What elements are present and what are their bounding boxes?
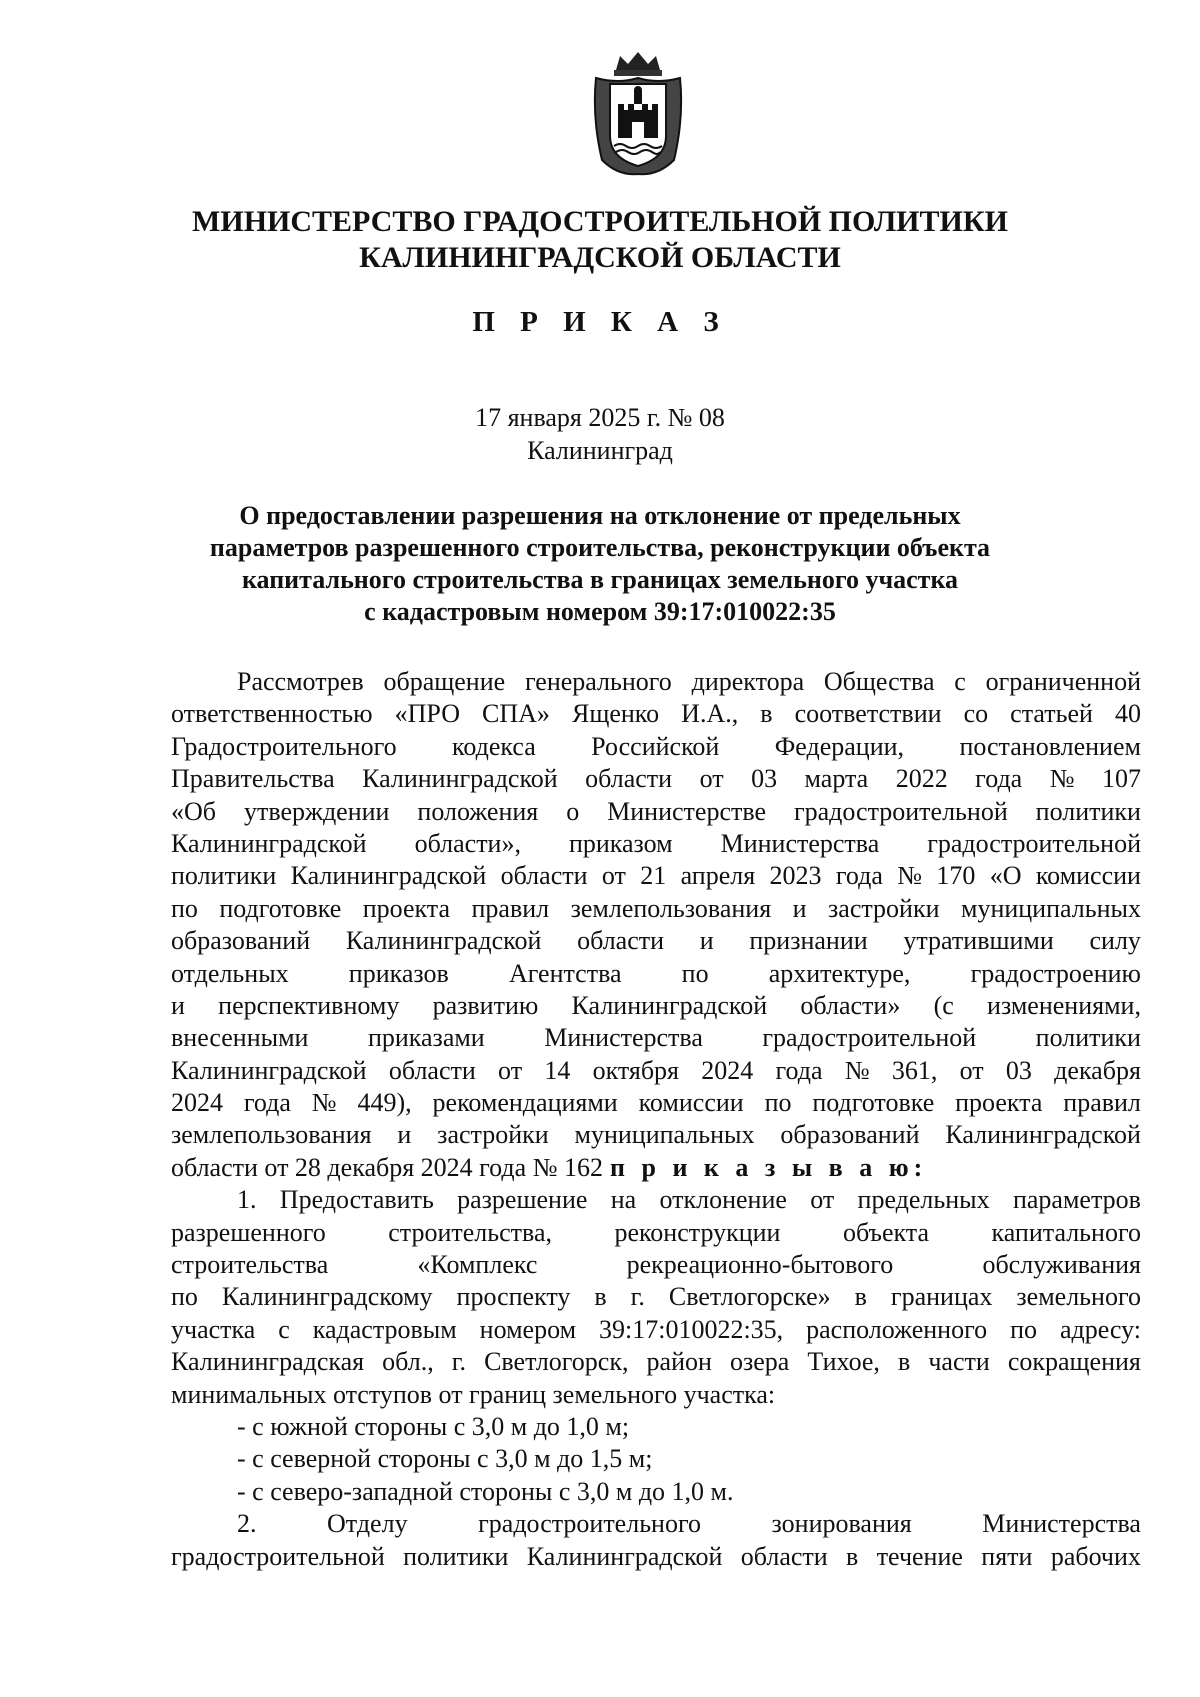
word: октября bbox=[592, 1055, 680, 1085]
word: градостроительной bbox=[793, 796, 1008, 826]
word: по bbox=[171, 893, 198, 923]
word: правил bbox=[471, 893, 550, 923]
ministry-title-line: МИНИСТЕРСТВО ГРАДОСТРОИТЕЛЬНОЙ ПОЛИТИКИ bbox=[192, 205, 1008, 238]
ministry-title-line: КАЛИНИНГРАДСКОЙ ОБЛАСТИ bbox=[359, 241, 841, 274]
order-subject bbox=[0, 500, 1200, 628]
word: муниципальных bbox=[960, 893, 1141, 923]
word: 03 bbox=[751, 764, 778, 794]
word: течение bbox=[876, 1541, 963, 1571]
word: строительства bbox=[171, 1250, 329, 1280]
word: 40 bbox=[1114, 699, 1141, 729]
word: правил bbox=[1063, 1088, 1141, 1118]
word: землепользования bbox=[570, 893, 772, 923]
word: Ященко bbox=[571, 699, 660, 729]
word: подготовке bbox=[812, 1088, 935, 1118]
word: и bbox=[171, 990, 185, 1020]
word: застройки bbox=[437, 1120, 549, 1150]
word: образований bbox=[171, 926, 311, 956]
sub-item bbox=[171, 1443, 1141, 1475]
preamble-paragraph bbox=[171, 666, 1141, 1152]
order-word: п р и к а з ы в а ю: bbox=[610, 1152, 928, 1182]
word: Правительства bbox=[171, 764, 335, 794]
word: утратившими bbox=[903, 926, 1054, 956]
word: Министерства bbox=[544, 1023, 703, 1053]
word: политики bbox=[171, 861, 277, 891]
justified-line bbox=[171, 1087, 1141, 1119]
word: от bbox=[959, 1055, 984, 1085]
word: с bbox=[954, 667, 966, 696]
word: капитального bbox=[991, 1217, 1141, 1247]
word: Российской bbox=[591, 731, 720, 761]
justified-line bbox=[171, 1022, 1141, 1054]
order-city: Калининград bbox=[527, 436, 673, 465]
word: декабря bbox=[1054, 1055, 1141, 1085]
justified-line bbox=[171, 1281, 1141, 1313]
word: по bbox=[1010, 1314, 1037, 1344]
word: № bbox=[844, 1055, 870, 1085]
word: рекомендациями bbox=[432, 1088, 618, 1118]
word: кадастровым bbox=[312, 1314, 457, 1344]
word: сокращения bbox=[1007, 1347, 1141, 1377]
word: года bbox=[835, 861, 883, 891]
word: расположенного bbox=[806, 1314, 988, 1344]
word: Калининградской bbox=[945, 1120, 1141, 1150]
sub-item-text: - с северной стороны с 3,0 м до 1,5 м; bbox=[237, 1444, 653, 1474]
word: области», bbox=[414, 828, 521, 858]
word: Агентства bbox=[508, 958, 622, 988]
word: застройки bbox=[828, 893, 940, 923]
word: генерального bbox=[524, 667, 672, 696]
subject-line: капитального строительства в границах земельного участка bbox=[241, 565, 959, 594]
word: Отделу bbox=[327, 1509, 408, 1539]
word: «ПРО bbox=[394, 699, 460, 729]
word: рабочих bbox=[1050, 1541, 1141, 1571]
word: № bbox=[1049, 764, 1075, 794]
word: образований bbox=[780, 1120, 920, 1150]
word: 2022 bbox=[895, 764, 948, 794]
word: кодекса bbox=[452, 731, 536, 761]
word: Градостроительного bbox=[171, 731, 397, 761]
word: развитию bbox=[432, 990, 539, 1020]
word: марта bbox=[804, 764, 869, 794]
subject-line: О предоставлении разрешения на отклонение от предельных bbox=[239, 501, 961, 530]
word: признании bbox=[749, 926, 868, 956]
word: от bbox=[810, 1185, 835, 1215]
word: года bbox=[775, 1055, 823, 1085]
word: 361, bbox=[891, 1055, 938, 1085]
word: Калининградской bbox=[362, 764, 558, 794]
word: обслуживания bbox=[982, 1250, 1141, 1280]
word: Калининградской bbox=[571, 990, 768, 1020]
word: озера bbox=[729, 1347, 790, 1377]
word: в bbox=[594, 1282, 607, 1312]
word: отклонение bbox=[659, 1185, 787, 1215]
word: положения bbox=[417, 796, 539, 826]
word: 03 bbox=[1005, 1055, 1032, 1085]
justified-line bbox=[171, 1541, 1141, 1573]
word: Калининградской bbox=[345, 926, 542, 956]
word: по bbox=[681, 958, 709, 988]
word: номером bbox=[479, 1314, 577, 1344]
word: соответствии bbox=[794, 699, 942, 729]
justified-line bbox=[171, 893, 1141, 925]
sub-item-text: - с северо-западной стороны с 3,0 м до 1,0 м. bbox=[237, 1476, 734, 1506]
word: пяти bbox=[981, 1541, 1033, 1571]
subject-line: с кадастровым номером 39:17:010022:35 bbox=[364, 597, 836, 626]
word: проекта bbox=[362, 893, 451, 923]
word: землепользования bbox=[171, 1120, 372, 1150]
justified-line bbox=[171, 1184, 1141, 1216]
order-body bbox=[171, 666, 1141, 1573]
subject-line: параметров разрешенного строительства, реконструкции объекта bbox=[209, 533, 991, 562]
word: 2024 bbox=[171, 1088, 223, 1118]
kaliningrad-coat-of-arms-icon bbox=[588, 48, 688, 178]
item-2-paragraph bbox=[171, 1508, 1141, 1573]
word: Калининградской bbox=[171, 1055, 367, 1085]
word: в bbox=[897, 1347, 911, 1377]
preamble-last-line bbox=[171, 1152, 1141, 1184]
justified-line bbox=[171, 1119, 1141, 1151]
word: предельных bbox=[857, 1185, 990, 1215]
word: Светлогорск, bbox=[484, 1347, 629, 1377]
word: район bbox=[646, 1347, 712, 1377]
word: перспективному bbox=[218, 990, 400, 1020]
word: обращение bbox=[383, 667, 506, 696]
word: 21 bbox=[640, 861, 667, 891]
word: внесенными bbox=[171, 1023, 309, 1053]
item-1-paragraph bbox=[171, 1184, 1141, 1378]
word: Предоставить bbox=[279, 1185, 434, 1215]
word: зонирования bbox=[771, 1509, 912, 1539]
word: «О bbox=[989, 861, 1022, 891]
document-type: П Р И К А З bbox=[472, 306, 728, 338]
justified-line bbox=[171, 1055, 1141, 1087]
justified-line bbox=[171, 925, 1141, 957]
word: области bbox=[585, 764, 673, 794]
word: «Комплекс bbox=[417, 1250, 538, 1280]
word: по bbox=[764, 1088, 792, 1118]
word: градостроительного bbox=[478, 1509, 701, 1539]
justified-line bbox=[171, 958, 1141, 990]
word: и bbox=[792, 893, 807, 923]
word: градостроению bbox=[970, 958, 1141, 988]
word: о bbox=[566, 796, 580, 826]
word: директора bbox=[691, 667, 805, 696]
word: отдельных bbox=[171, 958, 289, 988]
word: 107 bbox=[1101, 764, 1141, 794]
word: с bbox=[278, 1314, 290, 1344]
word: Калининградской bbox=[171, 828, 367, 858]
sub-item bbox=[171, 1476, 1141, 1508]
word: «Об bbox=[171, 796, 217, 826]
word: реконструкции bbox=[614, 1217, 781, 1247]
word: границах bbox=[890, 1282, 993, 1312]
word: градостроительной bbox=[927, 828, 1141, 858]
word: Калининградскому bbox=[221, 1282, 433, 1312]
word: ответственностью bbox=[171, 699, 373, 729]
word: утверждении bbox=[243, 796, 390, 826]
word: проекта bbox=[955, 1088, 1043, 1118]
word: (с bbox=[933, 990, 954, 1020]
word: Министерстве bbox=[607, 796, 767, 826]
word: 2023 bbox=[769, 861, 822, 891]
word: в bbox=[854, 1282, 867, 1312]
sub-item-text: - с южной стороны с 3,0 м до 1,0 м; bbox=[237, 1411, 630, 1441]
word: 39:17:010022:35, bbox=[599, 1314, 784, 1344]
word: И.А., bbox=[681, 699, 739, 729]
word: Министерства bbox=[982, 1509, 1141, 1539]
justified-line bbox=[171, 731, 1141, 763]
word: Тихое, bbox=[807, 1347, 880, 1377]
word: области bbox=[500, 861, 588, 891]
word: Федерации, bbox=[774, 731, 905, 761]
justified-line bbox=[171, 763, 1141, 795]
word: Калининградская bbox=[171, 1347, 365, 1377]
justified-line bbox=[171, 666, 1141, 698]
word: силу bbox=[1089, 926, 1141, 956]
word: строительства, bbox=[388, 1217, 552, 1247]
word: постановлением bbox=[959, 731, 1141, 761]
word: участка bbox=[171, 1314, 256, 1344]
justified-line bbox=[171, 1508, 1141, 1540]
word: и bbox=[699, 926, 714, 956]
word: Рассмотрев bbox=[237, 667, 364, 696]
word: Калининградской bbox=[526, 1541, 723, 1571]
word: комиссии bbox=[638, 1088, 744, 1118]
word: области» bbox=[800, 990, 901, 1020]
word: 170 bbox=[936, 861, 976, 891]
word: г. bbox=[451, 1347, 467, 1377]
word: апреля bbox=[680, 861, 756, 891]
word: комиссии bbox=[1035, 861, 1141, 891]
word: на bbox=[610, 1185, 637, 1215]
word: Калининградской bbox=[290, 861, 487, 891]
word: 2024 bbox=[701, 1055, 754, 1085]
word: в bbox=[760, 699, 773, 729]
word: параметров bbox=[1012, 1185, 1141, 1215]
word: со bbox=[963, 699, 989, 729]
word: по bbox=[171, 1282, 198, 1312]
word: области bbox=[388, 1055, 476, 1085]
word: 1. bbox=[237, 1185, 257, 1215]
word: статьей bbox=[1010, 699, 1093, 729]
word: ограниченной bbox=[985, 667, 1141, 696]
word: 2. bbox=[237, 1509, 257, 1539]
word: разрешение bbox=[457, 1185, 588, 1215]
word: от bbox=[498, 1055, 523, 1085]
word: Общества bbox=[823, 667, 935, 696]
word: 449), bbox=[357, 1088, 412, 1118]
word: подготовке bbox=[219, 893, 342, 923]
word: градостроительной bbox=[762, 1023, 977, 1053]
word: приказов bbox=[348, 958, 449, 988]
order-date-number: 17 января 2025 г. № 08 bbox=[475, 403, 725, 432]
word: разрешенного bbox=[171, 1217, 326, 1247]
preamble-last-text: области от 28 декабря 2024 года № 162 bbox=[171, 1152, 604, 1182]
word: муниципальных bbox=[574, 1120, 755, 1150]
word: и bbox=[397, 1120, 412, 1150]
word: Министерства bbox=[720, 828, 880, 858]
word: приказом bbox=[568, 828, 673, 858]
word: года bbox=[975, 764, 1023, 794]
justified-line bbox=[171, 828, 1141, 860]
item-1-last-text: минимальных отступов от границ земельного участка: bbox=[171, 1379, 776, 1409]
word: года bbox=[243, 1088, 291, 1118]
word: политики bbox=[1035, 1023, 1141, 1053]
word: политики bbox=[1035, 796, 1141, 826]
word: г. bbox=[630, 1282, 645, 1312]
word: изменениями, bbox=[987, 990, 1141, 1020]
word: политики bbox=[403, 1541, 509, 1571]
sub-item bbox=[171, 1411, 1141, 1443]
justified-line bbox=[171, 796, 1141, 828]
word: рекреационно-бытового bbox=[626, 1250, 894, 1280]
word: области bbox=[577, 926, 665, 956]
word: области bbox=[740, 1541, 828, 1571]
word: части bbox=[928, 1347, 990, 1377]
word: проспекту bbox=[456, 1282, 571, 1312]
word: объекта bbox=[842, 1217, 930, 1247]
word: СПА» bbox=[482, 699, 550, 729]
word: Светлогорске» bbox=[668, 1282, 831, 1312]
justified-line bbox=[171, 1314, 1141, 1346]
word: от bbox=[699, 764, 724, 794]
word: земельного bbox=[1016, 1282, 1141, 1312]
word: архитектуре, bbox=[768, 958, 911, 988]
item-1-last-line bbox=[171, 1379, 1141, 1411]
word: в bbox=[846, 1541, 859, 1571]
word: градостроительной bbox=[171, 1541, 385, 1571]
word: от bbox=[601, 861, 626, 891]
justified-line bbox=[171, 860, 1141, 892]
justified-line bbox=[171, 1217, 1141, 1249]
justified-line bbox=[171, 1346, 1141, 1378]
justified-line bbox=[171, 698, 1141, 730]
ministry-title bbox=[0, 204, 1200, 276]
word: 14 bbox=[544, 1055, 571, 1085]
justified-line bbox=[171, 1249, 1141, 1281]
word: № bbox=[311, 1088, 337, 1118]
word: приказами bbox=[367, 1023, 485, 1053]
word: адресу: bbox=[1059, 1314, 1141, 1344]
word: № bbox=[897, 861, 923, 891]
word: обл., bbox=[382, 1347, 434, 1377]
justified-line bbox=[171, 990, 1141, 1022]
